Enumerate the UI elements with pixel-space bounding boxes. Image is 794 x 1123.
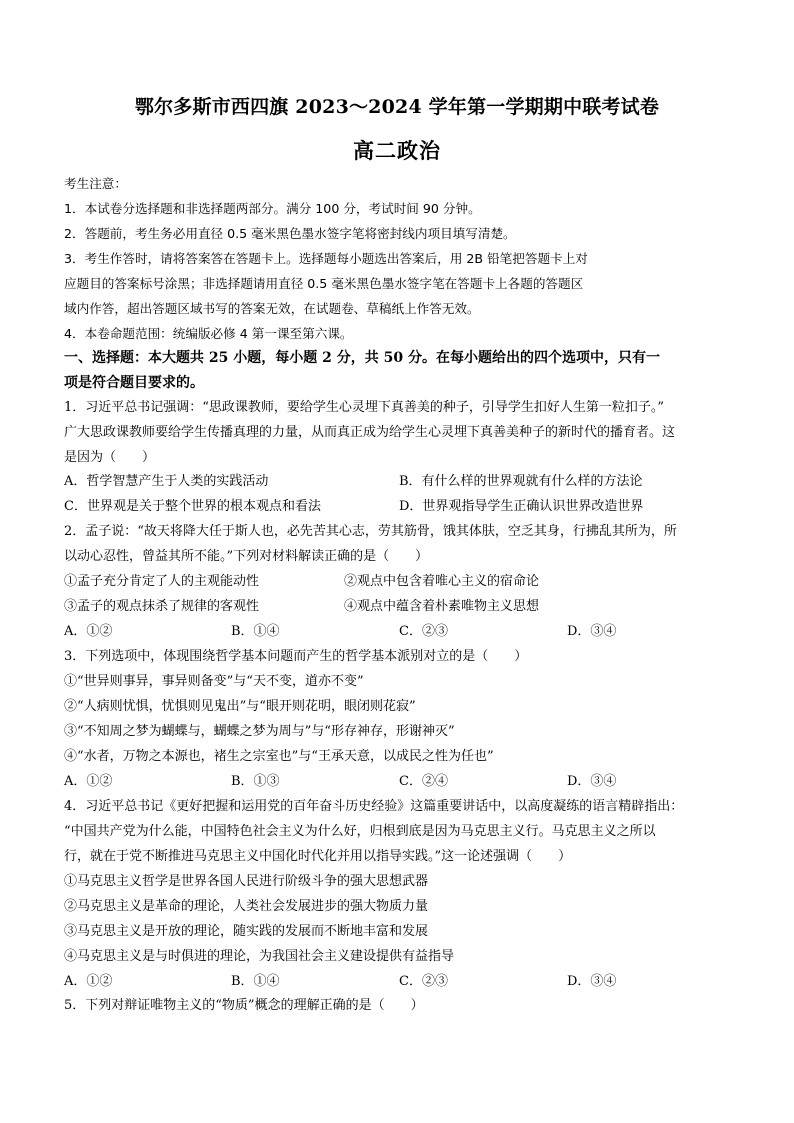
question-1-stem: 1．习近平总书记强调：“思政课教师，要给学生心灵埋下真善美的种子，引导学生扣好人生第一粒扣子。” (64, 400, 665, 415)
question-4-stem: 行，就在于党不断推进马克思主义中国化时代化并用以指导实践。”这一论述强调（ ） (64, 849, 572, 864)
statement-4: ④观点中蕴含着朴素唯物主义思想 (344, 599, 540, 614)
option-b: B．①④ (231, 974, 280, 989)
statement-2: ②观点中包含着唯心主义的宿命论 (344, 574, 540, 589)
question-1-stem: 是因为（ ） (64, 450, 156, 465)
option-d: D．③④ (567, 974, 617, 989)
statement-2: ②马克思主义是革命的理论，人类社会发展进步的强大物质力量 (64, 899, 429, 914)
notice-item: 域内作答，超出答题区域书写的答案无效，在试题卷、草稿纸上作答无效。 (64, 301, 480, 316)
statement-3: ③孟子的观点抹杀了规律的客观性 (64, 599, 260, 614)
option-d: D．世界观指导学生正确认识世界改造世界 (399, 499, 644, 514)
question-4-stem: 4．习近平总书记《更好把握和运用党的百年奋斗历史经验》这篇重要讲话中，以高度凝练的语言精辟指出： (64, 799, 684, 814)
statement-4: ④马克思主义是与时俱进的理论，为我国社会主义建设提供有益指导 (64, 949, 455, 964)
notice-item: 2．答题前，考生务必用直径 0.5 毫米黑色墨水签字笔将密封线内项目填写清楚。 (64, 226, 516, 241)
statement-3: ③马克思主义是开放的理论，随实践的发展而不断地丰富和发展 (64, 924, 429, 939)
statement-2: ②“人病则忧惧，忧惧则见鬼出”与“眼开则花明，眼闭则花寂” (64, 699, 416, 714)
statement-4: ④“水者，万物之本源也，褚生之宗室也”与“王承天意，以成民之性为任也” (64, 749, 494, 764)
section-heading: 一、选择题：本大题共 25 小题，每小题 2 分，共 50 分。在每小题给出的四个选项中，只有一 (64, 350, 660, 366)
option-b: B．①④ (231, 624, 280, 639)
exam-title: 鄂尔多斯市西四旗 2023～2024 学年第一学期期中联考试卷 (134, 96, 660, 118)
option-a: A．①② (64, 624, 113, 639)
section-heading: 项是符合题目要求的。 (64, 375, 204, 391)
option-b: B．①③ (231, 774, 280, 789)
option-c: C．②③ (399, 974, 448, 989)
question-3-stem: 3．下列选项中，体现围绕哲学基本问题而产生的哲学基本派别对立的是（ ） (64, 649, 528, 664)
notice-item: 4．本卷命题范围：统编版必修 4 第一课至第六课。 (64, 326, 353, 341)
notice-item: 应题目的答案标号涂黑；非选择题请用直径 0.5 毫米黑色墨水签字笔在答题卡上各题的答题区 (64, 276, 584, 291)
option-c: C．世界观是关于整个世界的根本观点和看法 (64, 499, 321, 514)
option-a: A．①② (64, 774, 113, 789)
notice-item: 1．本试卷分选择题和非选择题两部分。满分 100 分，考试时间 90 分钟。 (64, 201, 481, 216)
option-b: B．有什么样的世界观就有什么样的方法论 (399, 474, 643, 489)
option-d: D．③④ (567, 624, 617, 639)
statement-1: ①“世异则事异，事异则备变”与“天不变，道亦不变” (64, 674, 364, 689)
question-2-stem: 2．孟子说：“故天将降大任于斯人也，必先苦其心志，劳其筋骨，饿其体肤，空乏其身，行拂乱其所为，所 (64, 524, 677, 539)
statement-3: ③“不知周之梦为蝴蝶与，蝴蝶之梦为周与”与“形存神存，形谢神灭” (64, 724, 455, 739)
notice-item: 3．考生作答时，请将答案答在答题卡上。选择题每小题选出答案后，用 2B 铅笔把答题卡上对 (64, 251, 588, 266)
statement-1: ①马克思主义哲学是世界各国人民进行阶级斗争的强大思想武器 (64, 874, 429, 889)
question-5-stem: 5．下列对辩证唯物主义的“物质”概念的理解正确的是（ ） (64, 998, 424, 1013)
option-a: A．哲学智慧产生于人类的实践活动 (64, 474, 269, 489)
question-1-stem: 广大思政课教师要给学生传播真理的力量，从而真正成为给学生心灵埋下真善美种子的新时代的播育者。这 (64, 425, 676, 440)
question-2-stem: 以动心忍性，曾益其所不能。”下列对材料解读正确的是（ ） (64, 549, 429, 564)
option-c: C．②④ (399, 774, 448, 789)
notice-heading: 考生注意： (64, 176, 127, 191)
option-a: A．①② (64, 974, 113, 989)
statement-1: ①孟子充分肯定了人的主观能动性 (64, 574, 260, 589)
option-d: D．③④ (567, 774, 617, 789)
exam-subject: 高二政治 (353, 138, 441, 163)
option-c: C．②③ (399, 624, 448, 639)
question-4-stem: “中国共产党为什么能，中国特色社会主义为什么好，归根到底是因为马克思主义行。马克思主义之所以 (64, 824, 656, 839)
